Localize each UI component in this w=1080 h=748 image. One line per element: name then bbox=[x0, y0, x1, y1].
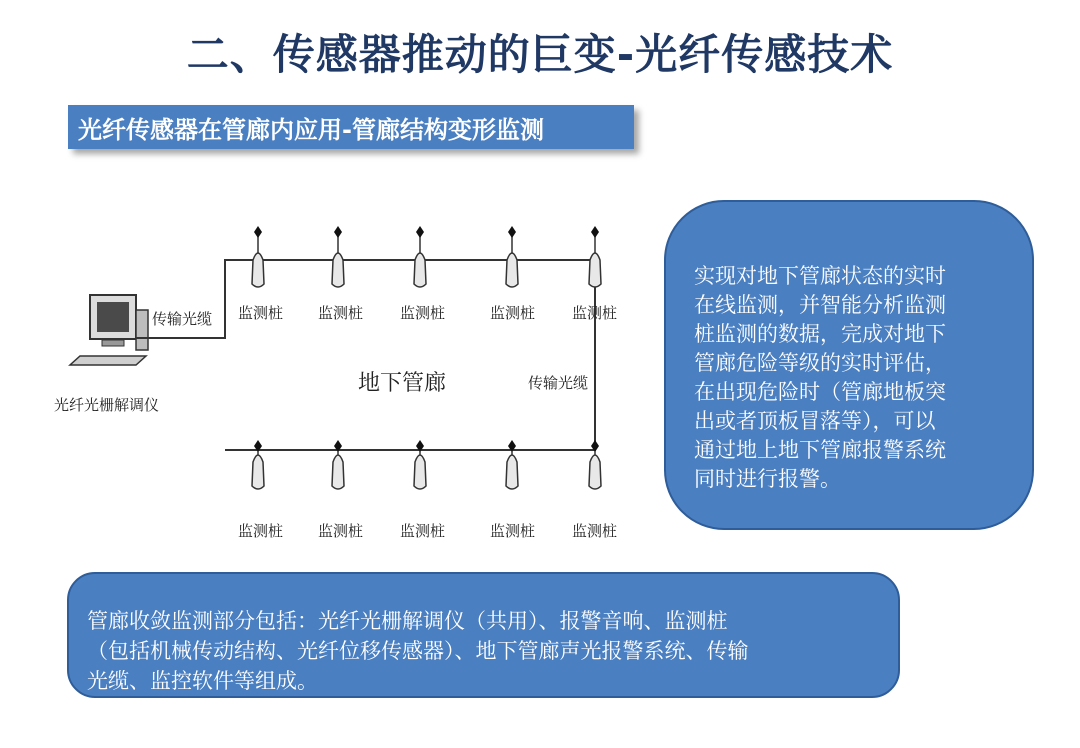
computer-icon bbox=[70, 295, 148, 365]
pile-label: 监测桩 bbox=[572, 304, 618, 322]
pile-label: 监测桩 bbox=[490, 522, 536, 540]
components-callout bbox=[67, 572, 900, 698]
page-title: 二、传感器推动的巨变-光纤传感技术 bbox=[186, 30, 894, 79]
pile-label: 监测桩 bbox=[238, 522, 284, 540]
cable-label-right: 传输光缆 bbox=[528, 374, 589, 392]
interrogator-label: 光纤光栅解调仪 bbox=[54, 396, 160, 414]
bottom-pile-markers bbox=[252, 440, 601, 489]
tunnel-monitoring-diagram bbox=[40, 180, 660, 570]
top-pile-markers bbox=[252, 226, 601, 287]
pile-label: 监测桩 bbox=[318, 522, 364, 540]
section-header-text: 光纤传感器在管廊内应用-管廊结构变形监测 bbox=[78, 116, 544, 144]
cable-label-left: 传输光缆 bbox=[152, 310, 213, 328]
section-header-bar bbox=[68, 105, 634, 149]
components-text: 管廊收敛监测部分包括：光纤光栅解调仪（共用）、报警音响、监测桩 （包括机械传动结构、光纤位移传感器）、地下管廊声光报警系统、传输 光缆、监控软件等组成。 bbox=[87, 609, 749, 693]
pile-label: 监测桩 bbox=[490, 304, 536, 322]
pile-label: 监测桩 bbox=[238, 304, 284, 322]
description-text: 实现对地下管廊状态的实时 在线监测，并智能分析监测 桩监测的数据，完成对地下 管廊危险等级的实时评估， 在出现危险时（管廊地板突 出或者顶板冒落等），可以 通过地上地下管廊报警系统 同时进行报警。 bbox=[694, 264, 946, 491]
pile-label: 监测桩 bbox=[400, 522, 446, 540]
pile-label: 监测桩 bbox=[318, 304, 364, 322]
tunnel-label: 地下管廊 bbox=[358, 371, 447, 396]
description-callout bbox=[664, 200, 1034, 530]
pile-label: 监测桩 bbox=[400, 304, 446, 322]
pile-label: 监测桩 bbox=[572, 522, 618, 540]
